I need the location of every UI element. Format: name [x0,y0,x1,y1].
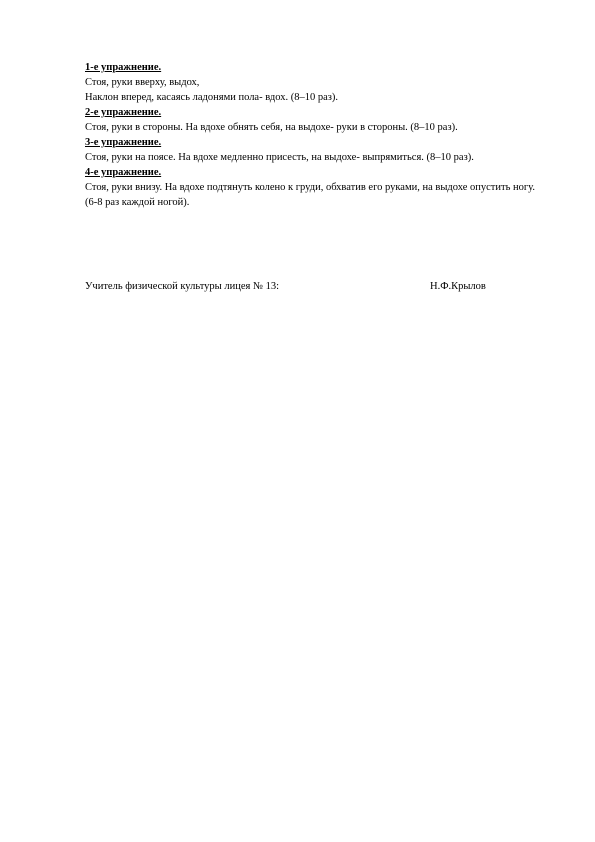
signature-name: Н.Ф.Крылов [430,281,486,292]
exercise-heading: 1-е упражнение. [85,62,162,73]
exercise-text-line: Стоя, руки вверху, выдох, [85,77,200,88]
signature-role: Учитель физической культуры лицея № 13: [85,281,280,292]
exercise-2 [85,105,545,135]
exercise-list [85,60,545,210]
exercise-text-line: Стоя, руки в стороны. На вдохе обнять себя, на выдохе- руки в стороны. (8–10 раз). [85,122,458,133]
exercise-3 [85,135,545,165]
exercise-4 [85,165,545,210]
exercise-text-line: Стоя, руки на поясе. На вдохе медленно присесть, на выдохе- выпрямиться. (8–10 раз). [85,152,474,163]
exercise-heading: 3-е упражнение. [85,137,162,148]
exercise-heading: 4-е упражнение. [85,167,162,178]
exercise-text-paragraph: Стоя, руки внизу. На вдохе подтянуть колено к груди, обхватив его руками, на выдохе опустить ногу. (6-8 раз каждой ногой). [85,182,535,208]
exercise-text-line: Наклон вперед, касаясь ладонями пола- вдох. (8–10 раз). [85,92,339,103]
exercise-heading: 2-е упражнение. [85,107,162,118]
exercise-1 [85,60,545,105]
